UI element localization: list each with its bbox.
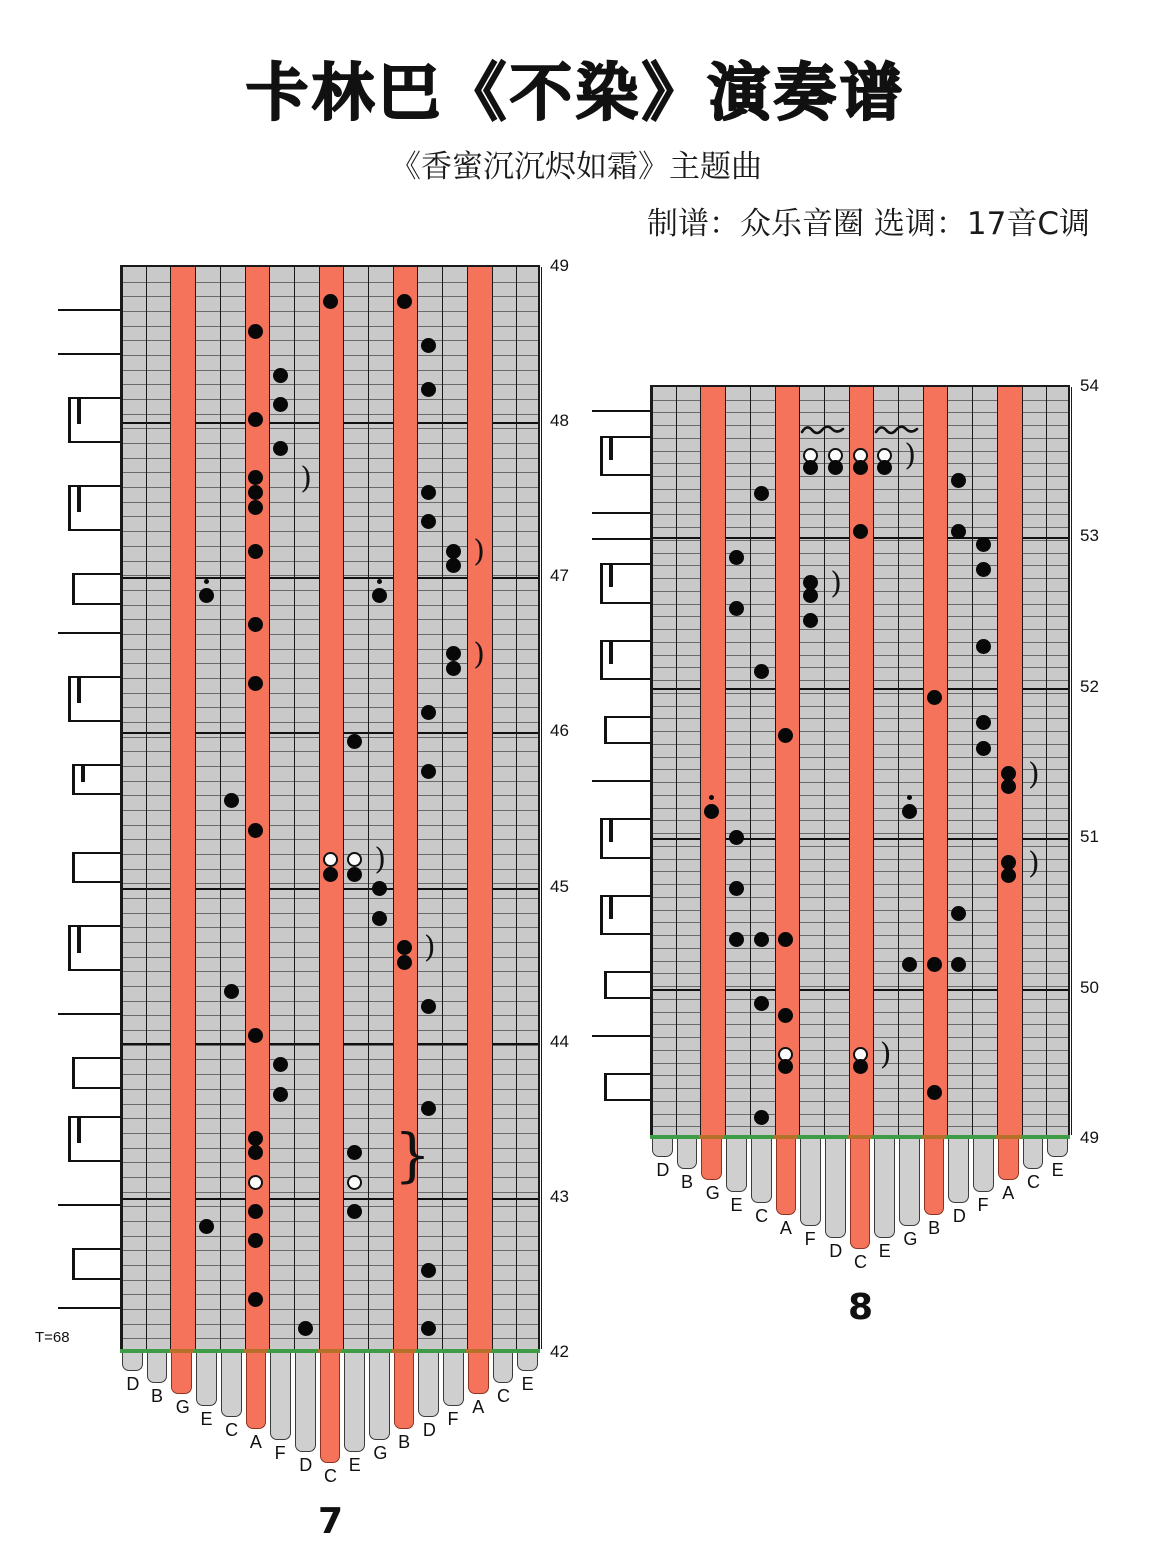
note-head-solid[interactable] bbox=[927, 1085, 942, 1100]
tine-e-16[interactable] bbox=[1047, 1137, 1068, 1157]
rhythm-beam bbox=[58, 1204, 120, 1219]
rhythm-beam bbox=[58, 1307, 120, 1322]
tine-c-4[interactable] bbox=[221, 1351, 242, 1417]
rhythm-beam bbox=[592, 512, 650, 525]
bridge-bar bbox=[342, 1349, 367, 1353]
note-head-solid[interactable] bbox=[754, 996, 769, 1011]
tine-column-b-1[interactable] bbox=[147, 267, 172, 1349]
bridge-bar bbox=[699, 1135, 724, 1139]
tine-d-12[interactable] bbox=[948, 1137, 969, 1203]
note-head-solid[interactable] bbox=[372, 911, 387, 926]
tine-column-g-10[interactable] bbox=[369, 267, 394, 1349]
note-head-solid[interactable] bbox=[729, 830, 744, 845]
measure-number: 49 bbox=[1080, 1128, 1099, 1147]
note-head-solid[interactable] bbox=[273, 368, 288, 383]
tine-label: E bbox=[878, 1240, 891, 1261]
measure-number: 46 bbox=[550, 721, 569, 741]
tine-c-8[interactable] bbox=[850, 1137, 871, 1249]
bridge-bar bbox=[848, 1135, 873, 1139]
tine-c-4[interactable] bbox=[751, 1137, 772, 1203]
note-head-solid[interactable] bbox=[1001, 868, 1016, 883]
tine-column-a-5[interactable] bbox=[776, 387, 801, 1135]
rhythm-beam bbox=[68, 397, 120, 441]
tempo-marking: T=68 bbox=[35, 1329, 70, 1346]
tine-d-7[interactable] bbox=[825, 1137, 846, 1238]
tine-column-f-13[interactable] bbox=[973, 387, 998, 1135]
sheet-header bbox=[0, 0, 1152, 243]
bridge-bar bbox=[367, 1349, 392, 1353]
note-head-solid[interactable] bbox=[224, 984, 239, 999]
note-head-solid[interactable] bbox=[273, 1087, 288, 1102]
measure-number: 45 bbox=[550, 876, 569, 896]
bridge-bar bbox=[392, 1349, 417, 1353]
rhythm-beam bbox=[600, 563, 650, 601]
page-subtitle: 《香蜜沉沉烬如霜》主题曲 bbox=[390, 149, 762, 186]
rhythm-beam bbox=[600, 895, 650, 933]
tine-column-f-13[interactable] bbox=[443, 267, 468, 1349]
tine-label: C bbox=[225, 1420, 239, 1440]
tab-grid bbox=[120, 265, 540, 1351]
tine-c-15[interactable] bbox=[1023, 1137, 1044, 1169]
note-head-solid[interactable] bbox=[853, 1059, 868, 1074]
tine-column-d-7[interactable] bbox=[825, 387, 850, 1135]
note-head-solid[interactable] bbox=[347, 867, 362, 882]
note-head-solid[interactable] bbox=[803, 588, 818, 603]
measure-number: 47 bbox=[550, 566, 569, 586]
bridge-bar bbox=[145, 1349, 170, 1353]
note-head-solid[interactable] bbox=[729, 881, 744, 896]
tine-column-e-3[interactable] bbox=[196, 267, 221, 1349]
tine-label: D bbox=[656, 1160, 670, 1180]
rhythm-beam bbox=[600, 436, 650, 474]
tine-label: C bbox=[1026, 1171, 1040, 1192]
bridge-bar bbox=[120, 1349, 145, 1353]
tine-column-g-2[interactable] bbox=[701, 387, 726, 1135]
bridge-bar bbox=[194, 1349, 219, 1353]
tine-d-0[interactable] bbox=[652, 1137, 673, 1157]
tine-label: D bbox=[126, 1374, 140, 1394]
bridge-bar bbox=[798, 1135, 823, 1139]
tine-g-2[interactable] bbox=[171, 1351, 192, 1394]
tine-label: D bbox=[422, 1420, 436, 1440]
rhythm-beam bbox=[72, 764, 120, 793]
note-head-solid[interactable] bbox=[976, 639, 991, 654]
bridge-bar bbox=[971, 1135, 996, 1139]
tine-column-f-6[interactable] bbox=[800, 387, 825, 1135]
measure-number: 48 bbox=[550, 411, 569, 431]
bridge-bar bbox=[1021, 1135, 1046, 1139]
note-head-solid[interactable] bbox=[853, 460, 868, 475]
tine-f-13[interactable] bbox=[443, 1351, 464, 1406]
measure-number: 49 bbox=[550, 256, 569, 275]
rhythm-beam bbox=[68, 485, 120, 529]
bridge-bar bbox=[1045, 1135, 1070, 1139]
bridge-bar bbox=[169, 1349, 194, 1353]
tine-e-9[interactable] bbox=[874, 1137, 895, 1238]
measure-number: 54 bbox=[1080, 376, 1099, 395]
bridge-bar bbox=[897, 1135, 922, 1139]
bridge-bar bbox=[946, 1135, 971, 1139]
note-head-solid[interactable] bbox=[754, 1110, 769, 1125]
brace-mark-icon: } bbox=[394, 1120, 432, 1189]
tine-column-g-2[interactable] bbox=[171, 267, 196, 1349]
panel-number: 8 bbox=[848, 1287, 874, 1328]
tine-a-5[interactable] bbox=[246, 1351, 267, 1429]
tine-label: D bbox=[829, 1240, 843, 1261]
measure-number: 52 bbox=[1080, 676, 1099, 696]
slur-mark-icon: ) bbox=[423, 930, 436, 966]
bridge-bar bbox=[219, 1349, 244, 1353]
tine-label: F bbox=[447, 1408, 459, 1429]
tine-label: E bbox=[1051, 1160, 1064, 1180]
tine-label: B bbox=[151, 1385, 164, 1406]
slur-mark-icon: ) bbox=[1027, 845, 1040, 881]
tine-column-d-12[interactable] bbox=[948, 387, 973, 1135]
tine-f-6[interactable] bbox=[800, 1137, 821, 1226]
tine-label: A bbox=[472, 1397, 485, 1417]
rhythm-beam bbox=[58, 309, 120, 324]
bridge-bar bbox=[774, 1135, 799, 1139]
tine-g-10[interactable] bbox=[369, 1351, 390, 1440]
tine-label: G bbox=[373, 1443, 388, 1463]
tine-a-5[interactable] bbox=[776, 1137, 797, 1215]
rhythm-beam bbox=[68, 676, 120, 720]
slur-mark-icon: ) bbox=[473, 636, 485, 672]
bridge-bar bbox=[268, 1349, 293, 1353]
bridge-bar bbox=[724, 1135, 749, 1139]
note-head-solid[interactable] bbox=[927, 957, 942, 972]
rhythm-beam bbox=[604, 716, 650, 741]
measure-number: 43 bbox=[550, 1186, 569, 1206]
tine-column-a-14[interactable] bbox=[468, 267, 493, 1349]
tine-label: E bbox=[348, 1454, 361, 1475]
rhythm-beam bbox=[58, 632, 120, 647]
tine-label: C bbox=[324, 1466, 337, 1486]
tine-label: G bbox=[903, 1229, 918, 1249]
measure-number: 42 bbox=[550, 1342, 569, 1361]
rhythm-beam bbox=[72, 1248, 120, 1277]
note-head-solid[interactable] bbox=[397, 294, 412, 309]
bridge-bar bbox=[675, 1135, 700, 1139]
note-head-solid[interactable] bbox=[976, 741, 991, 756]
note-head-solid[interactable] bbox=[853, 524, 868, 539]
note-head-solid[interactable] bbox=[729, 601, 744, 616]
note-head-hollow[interactable] bbox=[323, 852, 338, 867]
octave-dot-icon bbox=[377, 579, 382, 584]
note-head-solid[interactable] bbox=[421, 999, 436, 1014]
tine-column-e-3[interactable] bbox=[726, 387, 751, 1135]
bridge-bar bbox=[872, 1135, 897, 1139]
tine-column-b-11[interactable] bbox=[924, 387, 949, 1135]
tine-e-3[interactable] bbox=[196, 1351, 217, 1406]
slur-mark-icon: ) bbox=[879, 1037, 892, 1073]
tine-label: E bbox=[200, 1408, 213, 1429]
rhythm-beam bbox=[592, 538, 650, 551]
tine-d-7[interactable] bbox=[295, 1351, 316, 1452]
note-head-solid[interactable] bbox=[323, 867, 338, 882]
bridge-bar bbox=[823, 1135, 848, 1139]
note-head-solid[interactable] bbox=[754, 486, 769, 501]
octave-dot-icon bbox=[204, 579, 209, 584]
tine-b-11[interactable] bbox=[394, 1351, 415, 1429]
tine-column-f-6[interactable] bbox=[270, 267, 295, 1349]
note-head-solid[interactable] bbox=[248, 544, 263, 559]
bridge-bar bbox=[749, 1135, 774, 1139]
panel-number: 7 bbox=[318, 1501, 344, 1542]
tine-b-1[interactable] bbox=[147, 1351, 168, 1383]
tine-g-2[interactable] bbox=[701, 1137, 722, 1180]
tine-label: B bbox=[681, 1171, 694, 1192]
note-head-solid[interactable] bbox=[1001, 779, 1016, 794]
rhythm-beam bbox=[604, 1073, 650, 1098]
bridge-bar bbox=[650, 1135, 675, 1139]
note-head-solid[interactable] bbox=[754, 664, 769, 679]
bridge-bar bbox=[922, 1135, 947, 1139]
tine-column-c-8[interactable] bbox=[320, 267, 345, 1349]
note-head-solid[interactable] bbox=[323, 294, 338, 309]
note-head-solid[interactable] bbox=[224, 793, 239, 808]
tab-grid bbox=[650, 385, 1070, 1137]
measure-number: 53 bbox=[1080, 526, 1099, 546]
rhythm-beam bbox=[592, 780, 650, 793]
bridge-bar bbox=[466, 1349, 491, 1353]
rhythm-beam bbox=[72, 573, 120, 602]
tine-label: D bbox=[952, 1206, 966, 1226]
tine-column-b-1[interactable] bbox=[677, 387, 702, 1135]
bridge-bar bbox=[244, 1349, 269, 1353]
tine-label: D bbox=[299, 1454, 313, 1475]
slur-mark-icon: ) bbox=[300, 460, 312, 496]
tine-column-e-9[interactable] bbox=[874, 387, 899, 1135]
bridge-bar bbox=[318, 1349, 343, 1353]
slur-mark-icon: ) bbox=[1027, 756, 1040, 792]
tine-f-6[interactable] bbox=[270, 1351, 291, 1440]
note-head-solid[interactable] bbox=[976, 537, 991, 552]
note-head-hollow[interactable] bbox=[347, 1175, 362, 1190]
note-head-solid[interactable] bbox=[729, 550, 744, 565]
note-head-solid[interactable] bbox=[273, 441, 288, 456]
rhythm-beam bbox=[604, 971, 650, 996]
rhythm-beam bbox=[68, 1116, 120, 1160]
bridge-bar bbox=[491, 1349, 516, 1353]
tine-g-10[interactable] bbox=[899, 1137, 920, 1226]
rhythm-beam bbox=[600, 818, 650, 856]
note-head-solid[interactable] bbox=[446, 544, 461, 559]
rhythm-beam bbox=[72, 852, 120, 881]
tine-c-15[interactable] bbox=[493, 1351, 514, 1383]
measure-number: 44 bbox=[550, 1031, 569, 1051]
bridge-bar bbox=[441, 1349, 466, 1353]
rhythm-beam bbox=[58, 353, 120, 368]
tremolo-mark-icon bbox=[800, 423, 846, 442]
tine-column-g-10[interactable] bbox=[899, 387, 924, 1135]
tine-label: C bbox=[496, 1385, 510, 1406]
tine-column-d-0[interactable] bbox=[652, 387, 677, 1135]
tine-label: C bbox=[755, 1206, 769, 1226]
tine-c-8[interactable] bbox=[320, 1351, 341, 1463]
tine-label: F bbox=[804, 1229, 816, 1249]
note-head-solid[interactable] bbox=[248, 500, 263, 515]
note-head-hollow[interactable] bbox=[347, 852, 362, 867]
tine-b-1[interactable] bbox=[677, 1137, 698, 1169]
bridge-bar bbox=[293, 1349, 318, 1353]
page-title: 卡林巴《不染》演奏谱 bbox=[245, 56, 906, 129]
tine-d-0[interactable] bbox=[122, 1351, 143, 1371]
tine-e-3[interactable] bbox=[726, 1137, 747, 1192]
rhythm-beam bbox=[72, 1057, 120, 1086]
bridge-bar bbox=[416, 1349, 441, 1353]
tine-column-e-16[interactable] bbox=[1047, 387, 1072, 1135]
note-head-solid[interactable] bbox=[248, 823, 263, 838]
tine-column-d-0[interactable] bbox=[122, 267, 147, 1349]
tine-label: F bbox=[274, 1443, 286, 1463]
tine-column-d-7[interactable] bbox=[295, 267, 320, 1349]
tine-column-a-14[interactable] bbox=[998, 387, 1023, 1135]
note-head-solid[interactable] bbox=[248, 1131, 263, 1146]
note-head-solid[interactable] bbox=[372, 588, 387, 603]
note-head-solid[interactable] bbox=[754, 932, 769, 947]
note-head-solid[interactable] bbox=[248, 324, 263, 339]
note-head-solid[interactable] bbox=[927, 690, 942, 705]
tine-label: B bbox=[928, 1217, 941, 1238]
note-head-solid[interactable] bbox=[199, 588, 214, 603]
tine-label: A bbox=[249, 1431, 262, 1452]
measure-number: 51 bbox=[1080, 827, 1099, 847]
credits-line: 制谱：众乐音圈 选调：17音C调 bbox=[647, 206, 1090, 243]
rhythm-beam bbox=[600, 640, 650, 678]
rhythm-beam bbox=[68, 925, 120, 969]
tab-panel-8 bbox=[530, 376, 1150, 1525]
bridge-bar bbox=[996, 1135, 1021, 1139]
rhythm-beam bbox=[58, 1013, 120, 1028]
tine-e-9[interactable] bbox=[344, 1351, 365, 1452]
rhythm-beam bbox=[592, 410, 650, 423]
measure-number: 50 bbox=[1080, 977, 1099, 997]
slur-mark-icon: ) bbox=[904, 438, 917, 474]
slur-mark-icon: ) bbox=[374, 842, 387, 878]
note-head-solid[interactable] bbox=[729, 932, 744, 947]
note-head-solid[interactable] bbox=[199, 1219, 214, 1234]
tab-panel-7 bbox=[0, 256, 580, 1542]
tine-label: A bbox=[1002, 1183, 1015, 1203]
tine-b-11[interactable] bbox=[924, 1137, 945, 1215]
tine-label: G bbox=[705, 1183, 720, 1203]
tine-a-14[interactable] bbox=[468, 1351, 489, 1394]
tine-label: E bbox=[730, 1194, 743, 1215]
tine-label: B bbox=[398, 1431, 411, 1452]
tine-label: G bbox=[175, 1397, 190, 1417]
note-head-solid[interactable] bbox=[397, 955, 412, 970]
tine-column-c-4[interactable] bbox=[221, 267, 246, 1349]
tine-a-14[interactable] bbox=[998, 1137, 1019, 1180]
tine-label: A bbox=[779, 1217, 792, 1238]
tine-column-c-15[interactable] bbox=[493, 267, 518, 1349]
tremolo-mark-icon bbox=[874, 423, 920, 442]
note-head-solid[interactable] bbox=[273, 397, 288, 412]
note-head-solid[interactable] bbox=[248, 412, 263, 427]
note-head-solid[interactable] bbox=[446, 661, 461, 676]
note-head-solid[interactable] bbox=[397, 940, 412, 955]
tine-label: F bbox=[977, 1194, 989, 1215]
slur-mark-icon: ) bbox=[830, 565, 842, 601]
rhythm-beam bbox=[592, 1035, 650, 1048]
tine-label: C bbox=[854, 1252, 867, 1272]
tine-f-13[interactable] bbox=[973, 1137, 994, 1192]
slur-mark-icon: ) bbox=[473, 534, 485, 570]
tine-d-12[interactable] bbox=[418, 1351, 439, 1417]
tine-label: E bbox=[521, 1374, 534, 1394]
tine-column-c-8[interactable] bbox=[850, 387, 875, 1135]
